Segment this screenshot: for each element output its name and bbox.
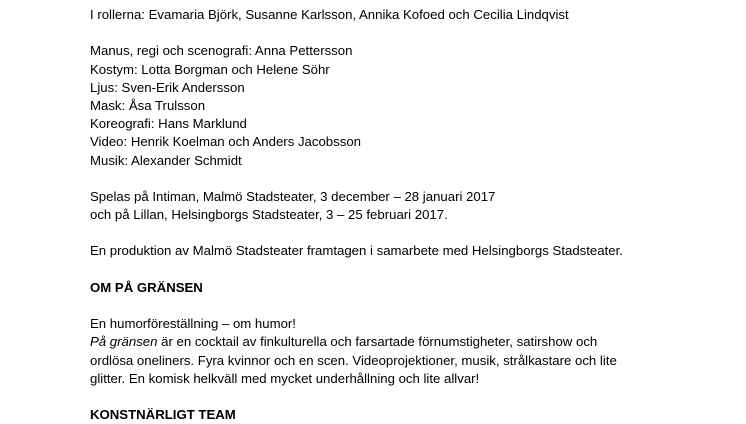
spacer [90, 224, 710, 242]
spacer [90, 388, 710, 406]
credit-line-costume: Kostym: Lotta Borgman och Helene Söhr [90, 61, 330, 77]
credit-line-makeup: Mask: Åsa Trulsson [90, 97, 206, 113]
credit-line-script-direction: Manus, regi och scenografi: Anna Pettersson [90, 43, 353, 59]
about-line-2 [90, 333, 710, 351]
credit-line-lighting: Ljus: Sven-Erik Andersson [90, 79, 245, 95]
spacer [90, 297, 710, 315]
credits-list [90, 42, 710, 169]
credit-line-music: Musik: Alexander Schmidt [90, 152, 242, 168]
performance-dates [90, 188, 710, 224]
about-heading: OM PÅ GRÄNSEN [90, 279, 203, 295]
spacer [90, 170, 710, 188]
spacer [90, 261, 710, 279]
performance-line-malmo: Spelas på Intiman, Malmö Stadsteater, 3 december – 28 januari 2017 [90, 188, 496, 204]
about-line-4: glitter. En komisk helkväll med mycket underhållning och lite allvar! [90, 370, 480, 386]
document-page [90, 6, 710, 424]
about-line-3: ordlösa oneliners. Fyra kvinnor och en scen. Videoprojektioner, musik, strålkastare och lite [90, 352, 617, 368]
credit-line-choreography: Koreografi: Hans Marklund [90, 116, 247, 132]
team-heading: KONSTNÄRLIGT TEAM [90, 407, 236, 423]
credit-line-video: Video: Henrik Koelman och Anders Jacobsson [90, 134, 361, 150]
about-paragraph [90, 315, 710, 388]
production-line: En produktion av Malmö Stadsteater framtagen i samarbete med Helsingborgs Stadsteater. [90, 243, 623, 259]
show-title: På gränsen [90, 334, 158, 350]
about-line-1: En humorföreställning – om humor! [90, 316, 296, 332]
about-line-2-rest: är en cocktail av finkulturella och farsartade förnumstigheter, satirshow och [157, 334, 598, 350]
performance-line-helsingborg: och på Lillan, Helsingborgs Stadsteater, 3 – 25 februari 2017. [90, 207, 448, 223]
cast-line: I rollerna: Evamaria Björk, Susanne Karlsson, Annika Kofoed och Cecilia Lindqvist [90, 7, 569, 22]
spacer [90, 24, 710, 42]
